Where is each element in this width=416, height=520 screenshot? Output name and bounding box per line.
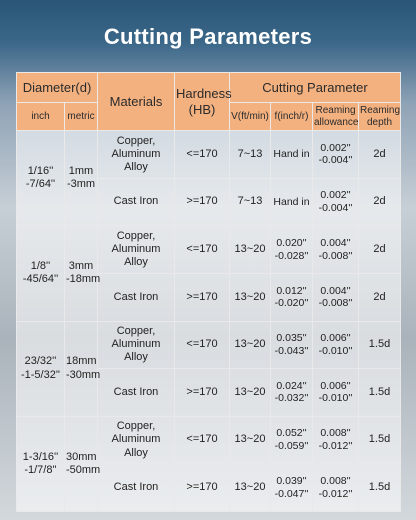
- header-diameter: Diameter(d): [17, 73, 98, 103]
- depth-cell: 1.5d: [359, 464, 401, 512]
- hardness-cell: <=170: [175, 131, 230, 179]
- page-title: Cutting Parameters: [103, 24, 313, 49]
- f-cell: 0.020'' -0.028'': [271, 226, 313, 274]
- depth-cell: 1.5d: [359, 416, 401, 464]
- material-cell: Copper, Aluminum Alloy: [98, 321, 175, 369]
- hardness-cell: <=170: [175, 321, 230, 369]
- table-row: [17, 321, 401, 369]
- hardness-cell: >=170: [175, 273, 230, 321]
- f-cell: 0.012'' -0.020'': [271, 273, 313, 321]
- metric-range-cell: 1mm -3mm: [65, 131, 98, 226]
- allowance-cell: 0.002'' -0.004'': [313, 131, 359, 179]
- allowance-cell: 0.006'' -0.010'': [313, 369, 359, 417]
- v-cell: 13~20: [230, 416, 271, 464]
- header-v: V(ft/min): [230, 103, 271, 131]
- hardness-cell: <=170: [175, 416, 230, 464]
- metric-range-cell: 30mm -50mm: [65, 416, 98, 511]
- header-materials: Materials: [98, 73, 175, 131]
- depth-cell: 2d: [359, 226, 401, 274]
- f-cell: 0.039'' -0.047'': [271, 464, 313, 512]
- depth-cell: 2d: [359, 178, 401, 226]
- header-f: f(inch/r): [271, 103, 313, 131]
- material-cell: Cast Iron: [98, 273, 175, 321]
- table-row: [17, 416, 401, 464]
- header-reaming-depth: Reaming depth: [359, 103, 401, 131]
- f-cell: 0.052'' -0.059'': [271, 416, 313, 464]
- v-cell: 13~20: [230, 369, 271, 417]
- header-reaming-allowance: Reaming allowance: [313, 103, 359, 131]
- inch-range-cell: 1/16'' -7/64'': [17, 131, 65, 226]
- hardness-cell: <=170: [175, 226, 230, 274]
- header-hardness: Hardness (HB): [175, 73, 230, 131]
- metric-range-cell: 3mm -18mm: [65, 226, 98, 321]
- inch-range-cell: 1-3/16'' -1/7/8'': [17, 416, 65, 511]
- depth-cell: 2d: [359, 273, 401, 321]
- allowance-cell: 0.004'' -0.008'': [313, 226, 359, 274]
- inch-range-cell: 23/32'' -1-5/32'': [17, 321, 65, 416]
- material-cell: Copper, Aluminum Alloy: [98, 226, 175, 274]
- header-metric: metric: [65, 103, 98, 131]
- depth-cell: 1.5d: [359, 321, 401, 369]
- f-cell: Hand in: [271, 178, 313, 226]
- material-cell: Copper, Aluminum Alloy: [98, 131, 175, 179]
- v-cell: 13~20: [230, 273, 271, 321]
- table-row: [17, 226, 401, 274]
- v-cell: 7~13: [230, 178, 271, 226]
- allowance-cell: 0.008'' -0.012'': [313, 464, 359, 512]
- material-cell: Cast Iron: [98, 178, 175, 226]
- allowance-cell: 0.006'' -0.010'': [313, 321, 359, 369]
- allowance-cell: 0.002'' -0.004'': [313, 178, 359, 226]
- f-cell: 0.024'' -0.032'': [271, 369, 313, 417]
- hardness-cell: >=170: [175, 178, 230, 226]
- v-cell: 7~13: [230, 131, 271, 179]
- v-cell: 13~20: [230, 464, 271, 512]
- hardness-cell: >=170: [175, 464, 230, 512]
- cutting-parameters-table: [16, 72, 401, 512]
- table-row: [17, 131, 401, 179]
- header-inch: inch: [17, 103, 65, 131]
- metric-range-cell: 18mm -30mm: [65, 321, 98, 416]
- inch-range-cell: 1/8'' -45/64'': [17, 226, 65, 321]
- allowance-cell: 0.004'' -0.008'': [313, 273, 359, 321]
- hardness-cell: >=170: [175, 369, 230, 417]
- f-cell: Hand in: [271, 131, 313, 179]
- v-cell: 13~20: [230, 226, 271, 274]
- v-cell: 13~20: [230, 321, 271, 369]
- allowance-cell: 0.008'' -0.012'': [313, 416, 359, 464]
- f-cell: 0.035'' -0.043'': [271, 321, 313, 369]
- depth-cell: 2d: [359, 131, 401, 179]
- material-cell: Cast Iron: [98, 464, 175, 512]
- depth-cell: 1.5d: [359, 369, 401, 417]
- header-cutting-parameter: Cutting Parameter: [230, 73, 401, 103]
- material-cell: Cast Iron: [98, 369, 175, 417]
- material-cell: Copper, Aluminum Alloy: [98, 416, 175, 464]
